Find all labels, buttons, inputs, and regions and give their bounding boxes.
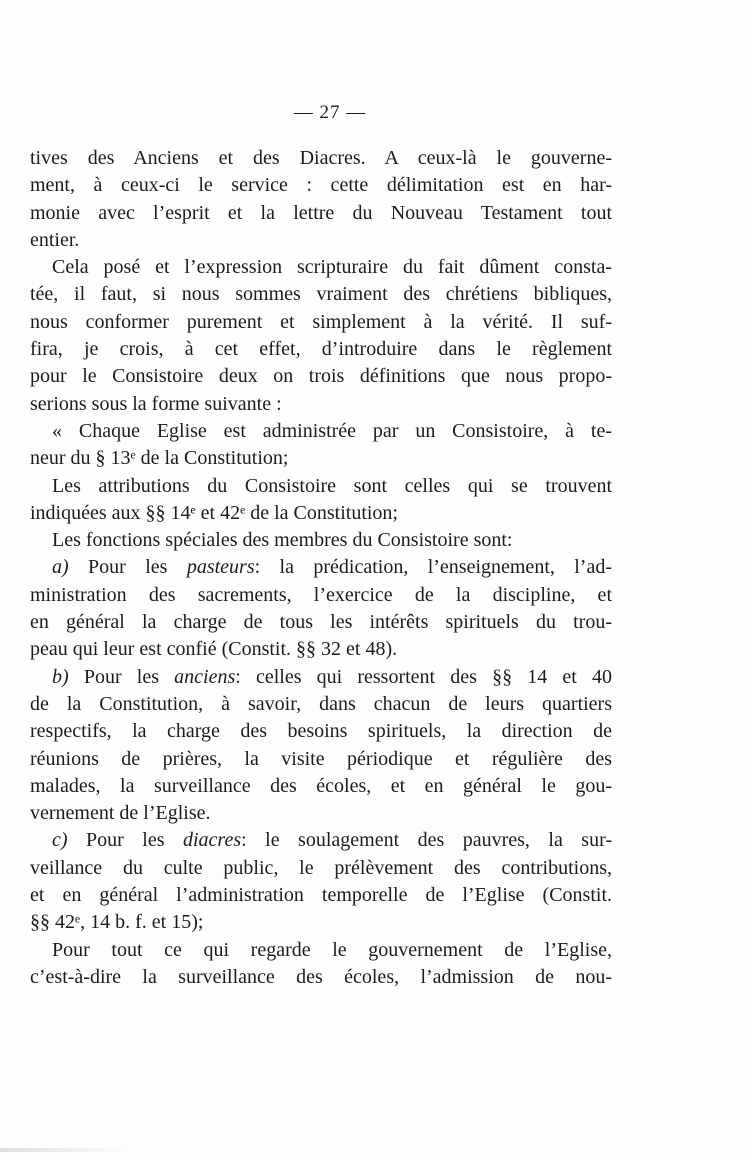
text-line: veillance du culte public, le prélèvement des contributions, xyxy=(30,856,612,879)
text-line: Les fonctions spéciales des membres du Consistoire sont: xyxy=(52,529,513,552)
text-line: monie avec l’esprit et la lettre du Nouveau Testament tout xyxy=(30,201,612,224)
scan-smudge xyxy=(0,1148,130,1152)
text-line: et en général l’administration temporelle de l’Eglise (Constit. xyxy=(30,884,612,907)
text-line: ment, à ceux-ci le service : cette délimitation est en har- xyxy=(30,174,612,197)
text-line: Cela posé et l’expression scripturaire du fait dûment consta- xyxy=(52,256,612,279)
text-line: serions sous la forme suivante : xyxy=(30,392,282,415)
page-number: — 27 — xyxy=(293,102,367,123)
text-line: b) Pour les anciens: celles qui ressortent des §§ 14 et 40 xyxy=(52,665,612,688)
text-line: §§ 42ᵉ, 14 b. f. et 15); xyxy=(30,911,204,934)
text-line: fira, je crois, à cet effet, d’introduire dans le règlement xyxy=(30,338,612,361)
text-line: « Chaque Eglise est administrée par un Consistoire, à te- xyxy=(52,419,612,442)
text-line: tives des Anciens et des Diacres. A ceux-là le gouverne- xyxy=(30,147,612,169)
text-line: peau qui leur est confié (Constit. §§ 32 et 48). xyxy=(30,638,398,661)
text-line: pour le Consistoire deux on trois définitions que nous propo- xyxy=(30,365,612,388)
text-line: a) Pour les pasteurs: la prédication, l’enseignement, l’ad- xyxy=(52,556,613,579)
text-line: entier. xyxy=(30,228,80,251)
text-line: neur du § 13ᵉ de la Constitution; xyxy=(30,447,289,470)
text-line: nous conformer purement et simplement à la vérité. Il suf- xyxy=(30,310,612,333)
text-line: ministration des sacrements, l’exercice de la discipline, et xyxy=(30,583,612,606)
text-line: vernement de l’Eglise. xyxy=(30,802,211,825)
text-line: c’est-à-dire la surveillance des écoles, l’admission de nou- xyxy=(30,965,612,988)
text-line: Les attributions du Consistoire sont celles qui se trouvent xyxy=(52,474,612,497)
text-line: indiquées aux §§ 14ᵉ et 42ᵉ de la Constitution; xyxy=(30,501,398,524)
text-line: réunions de prières, la visite périodique et régulière des xyxy=(30,747,612,770)
body-text xyxy=(30,145,612,991)
text-line: en général la charge de tous les intérêts spirituels du trou- xyxy=(30,611,612,634)
text-line: c) Pour les diacres: le soulagement des pauvres, la sur- xyxy=(52,829,613,852)
text-line: tée, il faut, si nous sommes vraiment des chrétiens bibliques, xyxy=(30,283,612,306)
text-line: malades, la surveillance des écoles, et en général le gou- xyxy=(30,774,612,797)
text-line: de la Constitution, à savoir, dans chacun de leurs quartiers xyxy=(30,692,612,715)
text-line: Pour tout ce qui regarde le gouvernement de l’Eglise, xyxy=(52,938,612,961)
text-line: respectifs, la charge des besoins spirituels, la direction de xyxy=(30,720,612,743)
